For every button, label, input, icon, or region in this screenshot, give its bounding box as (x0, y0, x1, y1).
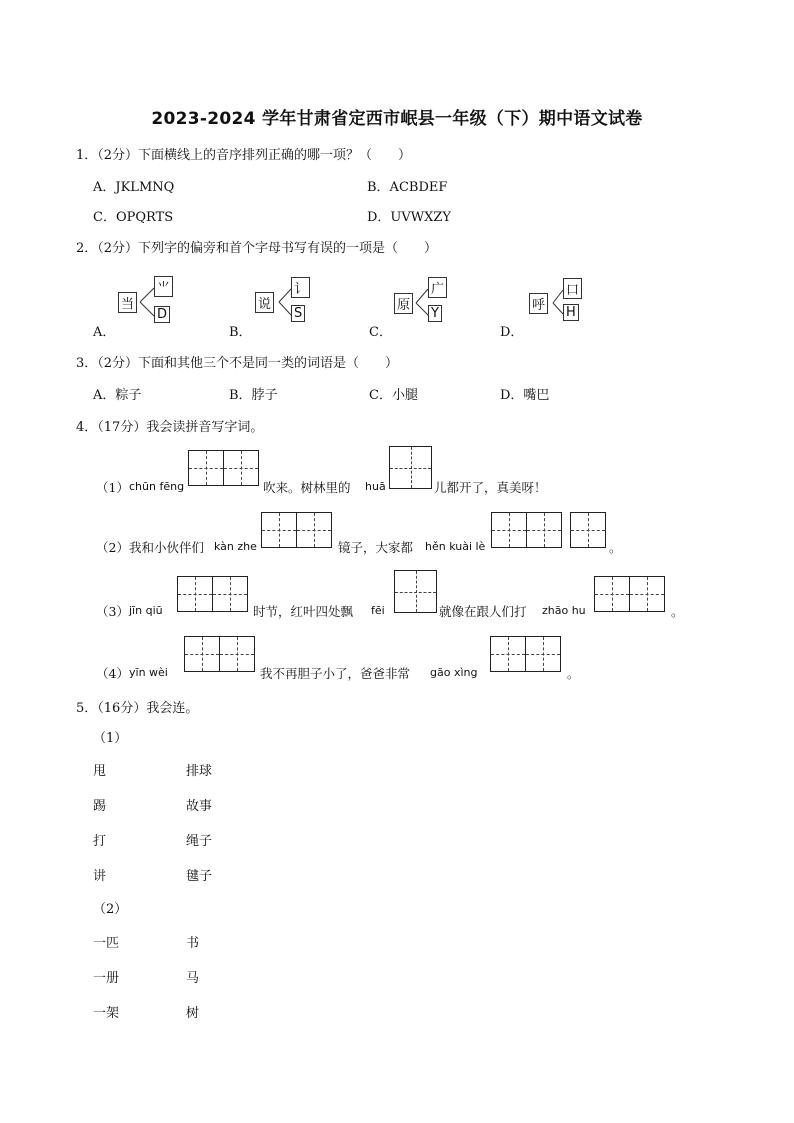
q2-option-c-letter[interactable]: C． (369, 325, 392, 340)
q4-line4-grid2[interactable] (490, 636, 561, 672)
q2-option-b-diagram (253, 274, 323, 334)
q1-option-d[interactable]: D．UVWXZY (367, 210, 451, 225)
q2-c-initial: Y (428, 305, 442, 322)
q5-part2-label: （2） (93, 902, 128, 917)
q4-line4-mid: 我不再胆子小了，爸爸非常 (260, 666, 411, 681)
q4-line2-grid1[interactable] (261, 512, 332, 548)
q4-line4-post: 。 (567, 666, 580, 681)
q5-p1-left-2[interactable]: 踢 (93, 799, 107, 814)
q1-option-c[interactable]: C．OPQRTS (93, 210, 174, 225)
q3-option-b[interactable]: B．脖子 (229, 388, 278, 403)
q2-b-character: 说 (255, 292, 274, 313)
q4-line3-grid2[interactable] (394, 570, 437, 613)
q5-p2-left-2[interactable]: 一册 (93, 971, 120, 986)
question-4-stem: 4．（17分）我会读拼音写字词。 (76, 420, 264, 435)
q5-p1-right-4[interactable]: 毽子 (186, 869, 213, 884)
q4-line4-prefix: （4） (96, 666, 129, 681)
q1-option-a[interactable]: A．JKLMNQ (93, 180, 175, 195)
q2-a-character: 当 (118, 292, 137, 313)
question-3-stem: 3．（2分）下面和其他三个不是同一类的词语是（ ） (76, 356, 399, 371)
q4-line4-pinyin2: gāo xìng (430, 666, 478, 679)
q3-option-c[interactable]: C．小腿 (369, 388, 418, 403)
q5-p1-left-1[interactable]: 甩 (93, 764, 107, 779)
q2-d-radical: 口 (563, 278, 582, 299)
q4-line3-mid2: 就像在跟人们打 (439, 604, 527, 619)
q2-a-initial: D (154, 306, 170, 323)
page-title: 2023-2024 学年甘肃省定西市岷县一年级（下）期中语文试卷 (151, 109, 643, 129)
q3-option-d[interactable]: D．嘴巴 (500, 388, 550, 403)
q4-line1-pinyin1: chūn fēng (129, 480, 185, 493)
q4-line3-grid1[interactable] (177, 576, 248, 612)
q4-line2-pinyin2: hěn kuài lè (425, 540, 486, 553)
q5-p1-left-3[interactable]: 打 (93, 834, 107, 849)
q5-p2-right-3[interactable]: 树 (186, 1006, 200, 1021)
q5-part1-label: （1） (93, 731, 128, 746)
q5-p1-right-3[interactable]: 绳子 (186, 834, 213, 849)
q5-p2-right-1[interactable]: 书 (186, 936, 200, 951)
q4-line4-pinyin1: yīn wèi (129, 666, 168, 679)
q4-line1-grid2[interactable] (389, 446, 432, 489)
q2-b-radical: 讠 (291, 277, 310, 298)
q1-option-b[interactable]: B．ACBDEF (367, 180, 448, 195)
q2-option-d-letter[interactable]: D． (500, 325, 524, 340)
q4-line2-post: 。 (609, 540, 622, 555)
q4-line3-post: 。 (671, 604, 684, 619)
q4-line1-mid: 吹来。树林里的 (263, 480, 351, 495)
q4-line3-pinyin3: zhāo hu (542, 604, 586, 617)
q4-line2-grid3[interactable] (570, 512, 606, 548)
q4-line2-prefix: （2）我和小伙伴们 (96, 540, 204, 555)
q4-line2-grid2[interactable] (491, 512, 562, 548)
q4-line3-grid3[interactable] (594, 576, 665, 612)
q2-d-character: 呼 (529, 293, 548, 314)
q4-line1-grid1[interactable] (188, 450, 259, 486)
q2-c-radical: 广 (428, 277, 447, 298)
q2-option-b-letter[interactable]: B． (229, 325, 252, 340)
question-2-stem: 2．（2分）下列字的偏旁和首个字母书写有误的一项是（ ） (76, 241, 438, 256)
q2-option-a-letter[interactable]: A． (93, 325, 116, 340)
question-1-stem: 1．（2分）下面横线上的音序排列正确的哪一项？（ ） (76, 148, 412, 163)
q2-d-initial: H (563, 304, 579, 321)
q4-line1-prefix: （1） (96, 480, 129, 495)
q4-line3-pinyin2: fēi (371, 604, 385, 617)
q3-option-a[interactable]: A．粽子 (93, 388, 142, 403)
q5-p2-left-1[interactable]: 一匹 (93, 936, 120, 951)
q5-p1-right-1[interactable]: 排球 (186, 764, 213, 779)
q4-line3-prefix: （3） (96, 604, 129, 619)
q4-line2-pinyin1: kàn zhe (214, 540, 257, 553)
q5-p1-right-2[interactable]: 故事 (186, 799, 213, 814)
q5-p2-right-2[interactable]: 马 (186, 971, 200, 986)
q2-option-d-diagram (527, 276, 597, 336)
q2-option-a-diagram (116, 272, 186, 332)
q4-line1-pinyin2: huā (365, 480, 386, 493)
q4-line2-mid: 镜子，大家都 (338, 540, 414, 555)
q2-b-initial: S (291, 305, 305, 322)
question-5-stem: 5．（16分）我会连。 (76, 701, 199, 716)
q5-p2-left-3[interactable]: 一架 (93, 1006, 120, 1021)
q4-line3-pinyin1: jīn qiū (129, 604, 163, 617)
q2-a-radical: ⺌ (154, 276, 173, 297)
q5-p1-left-4[interactable]: 讲 (93, 869, 107, 884)
q4-line4-grid1[interactable] (184, 636, 255, 672)
q4-line1-post: 儿都开了，真美呀！ (434, 480, 547, 495)
q2-option-c-diagram (392, 273, 462, 333)
q2-c-character: 原 (394, 293, 413, 314)
q4-line3-mid: 时节，红叶四处飘 (253, 604, 354, 619)
